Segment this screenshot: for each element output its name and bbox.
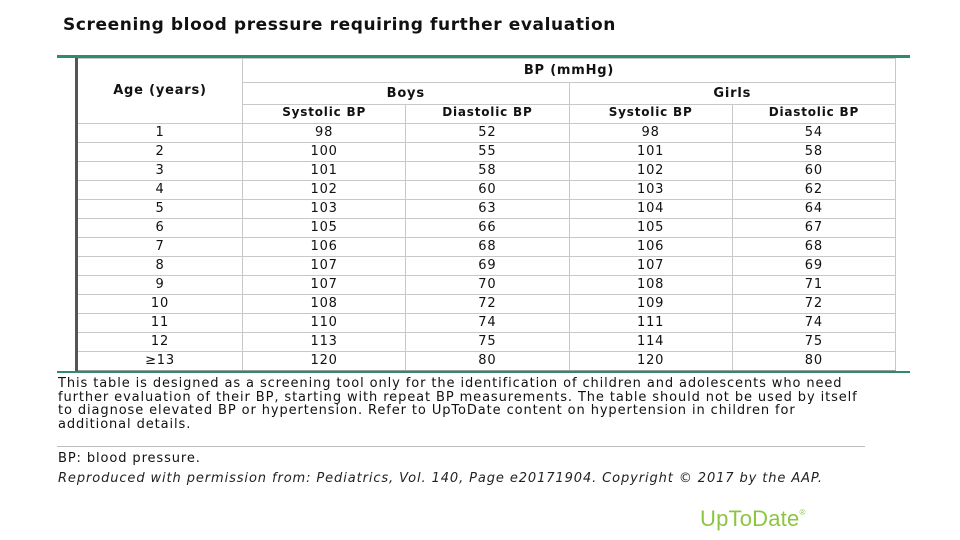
cell-girls-diastolic: 58	[732, 143, 895, 162]
cell-boys-diastolic: 63	[406, 200, 569, 219]
cell-girls-systolic: 103	[569, 181, 732, 200]
cell-girls-diastolic: 54	[732, 124, 895, 143]
cell-age: 5	[77, 200, 243, 219]
header-bp: BP (mmHg)	[243, 59, 896, 83]
header-boys-diastolic: Diastolic BP	[406, 105, 569, 124]
cell-boys-systolic: 102	[243, 181, 406, 200]
cell-boys-systolic: 98	[243, 124, 406, 143]
cell-girls-systolic: 111	[569, 314, 732, 333]
cell-boys-diastolic: 70	[406, 276, 569, 295]
header-girls-systolic: Systolic BP	[569, 105, 732, 124]
header-boys: Boys	[243, 83, 570, 105]
page-title: Screening blood pressure requiring further evaluation	[63, 15, 616, 35]
uptodate-logo	[700, 506, 806, 532]
table-row	[77, 162, 896, 181]
cell-age: 9	[77, 276, 243, 295]
cell-girls-diastolic: 64	[732, 200, 895, 219]
cell-boys-diastolic: 68	[406, 238, 569, 257]
registered-mark: ®	[799, 508, 806, 517]
cell-boys-diastolic: 74	[406, 314, 569, 333]
header-girls-diastolic: Diastolic BP	[732, 105, 895, 124]
cell-girls-diastolic: 60	[732, 162, 895, 181]
cell-girls-systolic: 109	[569, 295, 732, 314]
table-row	[77, 314, 896, 333]
cell-boys-diastolic: 60	[406, 181, 569, 200]
cell-boys-diastolic: 80	[406, 352, 569, 371]
cell-girls-systolic: 108	[569, 276, 732, 295]
table-row	[77, 238, 896, 257]
table-row	[77, 124, 896, 143]
cell-girls-systolic: 98	[569, 124, 732, 143]
table-row	[77, 257, 896, 276]
cell-boys-systolic: 100	[243, 143, 406, 162]
table-row	[77, 295, 896, 314]
table-row	[77, 200, 896, 219]
table-row	[77, 219, 896, 238]
cell-boys-systolic: 120	[243, 352, 406, 371]
cell-age: 12	[77, 333, 243, 352]
cell-girls-diastolic: 62	[732, 181, 895, 200]
cell-girls-diastolic: 74	[732, 314, 895, 333]
cell-boys-diastolic: 69	[406, 257, 569, 276]
table-row	[77, 143, 896, 162]
cell-boys-diastolic: 75	[406, 333, 569, 352]
header-girls: Girls	[569, 83, 896, 105]
cell-girls-systolic: 101	[569, 143, 732, 162]
table-note: This table is designed as a screening tool only for the identification of children and adolescents who need further evaluation of their BP, starting with repeat BP measurements. The table should not be used by itself to diagnose elevated BP or hypertension. Refer to UpToDate content on hypertension in children for additional details.	[58, 376, 858, 432]
cell-boys-systolic: 110	[243, 314, 406, 333]
reproduction-credit: Reproduced with permission from: Pediatrics, Vol. 140, Page e20171904. Copyright © 2017 by the AAP.	[58, 471, 823, 486]
cell-age: 6	[77, 219, 243, 238]
cell-girls-diastolic: 67	[732, 219, 895, 238]
cell-age: 11	[77, 314, 243, 333]
note-separator	[57, 446, 865, 447]
header-age: Age (years)	[77, 59, 243, 124]
logo-text: UpToDate	[700, 506, 800, 531]
cell-boys-systolic: 107	[243, 257, 406, 276]
table-divider	[57, 371, 910, 373]
cell-girls-systolic: 107	[569, 257, 732, 276]
bp-table	[75, 58, 896, 371]
cell-age: 10	[77, 295, 243, 314]
cell-age: 3	[77, 162, 243, 181]
cell-girls-diastolic: 69	[732, 257, 895, 276]
cell-girls-diastolic: 72	[732, 295, 895, 314]
cell-girls-diastolic: 75	[732, 333, 895, 352]
cell-age: 7	[77, 238, 243, 257]
cell-girls-systolic: 120	[569, 352, 732, 371]
cell-boys-systolic: 103	[243, 200, 406, 219]
cell-age: 2	[77, 143, 243, 162]
table-row	[77, 333, 896, 352]
cell-girls-diastolic: 71	[732, 276, 895, 295]
cell-girls-systolic: 102	[569, 162, 732, 181]
cell-girls-systolic: 106	[569, 238, 732, 257]
cell-boys-diastolic: 58	[406, 162, 569, 181]
cell-age: 1	[77, 124, 243, 143]
cell-boys-systolic: 113	[243, 333, 406, 352]
cell-boys-systolic: 106	[243, 238, 406, 257]
table-row	[77, 352, 896, 371]
cell-age: ≥13	[77, 352, 243, 371]
table-row	[77, 181, 896, 200]
cell-girls-systolic: 104	[569, 200, 732, 219]
cell-boys-diastolic: 72	[406, 295, 569, 314]
table-body	[77, 124, 896, 371]
cell-boys-systolic: 105	[243, 219, 406, 238]
cell-girls-systolic: 105	[569, 219, 732, 238]
cell-boys-diastolic: 55	[406, 143, 569, 162]
cell-girls-diastolic: 80	[732, 352, 895, 371]
abbreviation-note: BP: blood pressure.	[58, 451, 201, 466]
cell-age: 8	[77, 257, 243, 276]
cell-age: 4	[77, 181, 243, 200]
cell-girls-systolic: 114	[569, 333, 732, 352]
table-row	[77, 276, 896, 295]
cell-boys-systolic: 101	[243, 162, 406, 181]
cell-boys-diastolic: 66	[406, 219, 569, 238]
cell-boys-diastolic: 52	[406, 124, 569, 143]
bp-table-container	[75, 58, 896, 371]
cell-boys-systolic: 108	[243, 295, 406, 314]
cell-boys-systolic: 107	[243, 276, 406, 295]
header-boys-systolic: Systolic BP	[243, 105, 406, 124]
cell-girls-diastolic: 68	[732, 238, 895, 257]
